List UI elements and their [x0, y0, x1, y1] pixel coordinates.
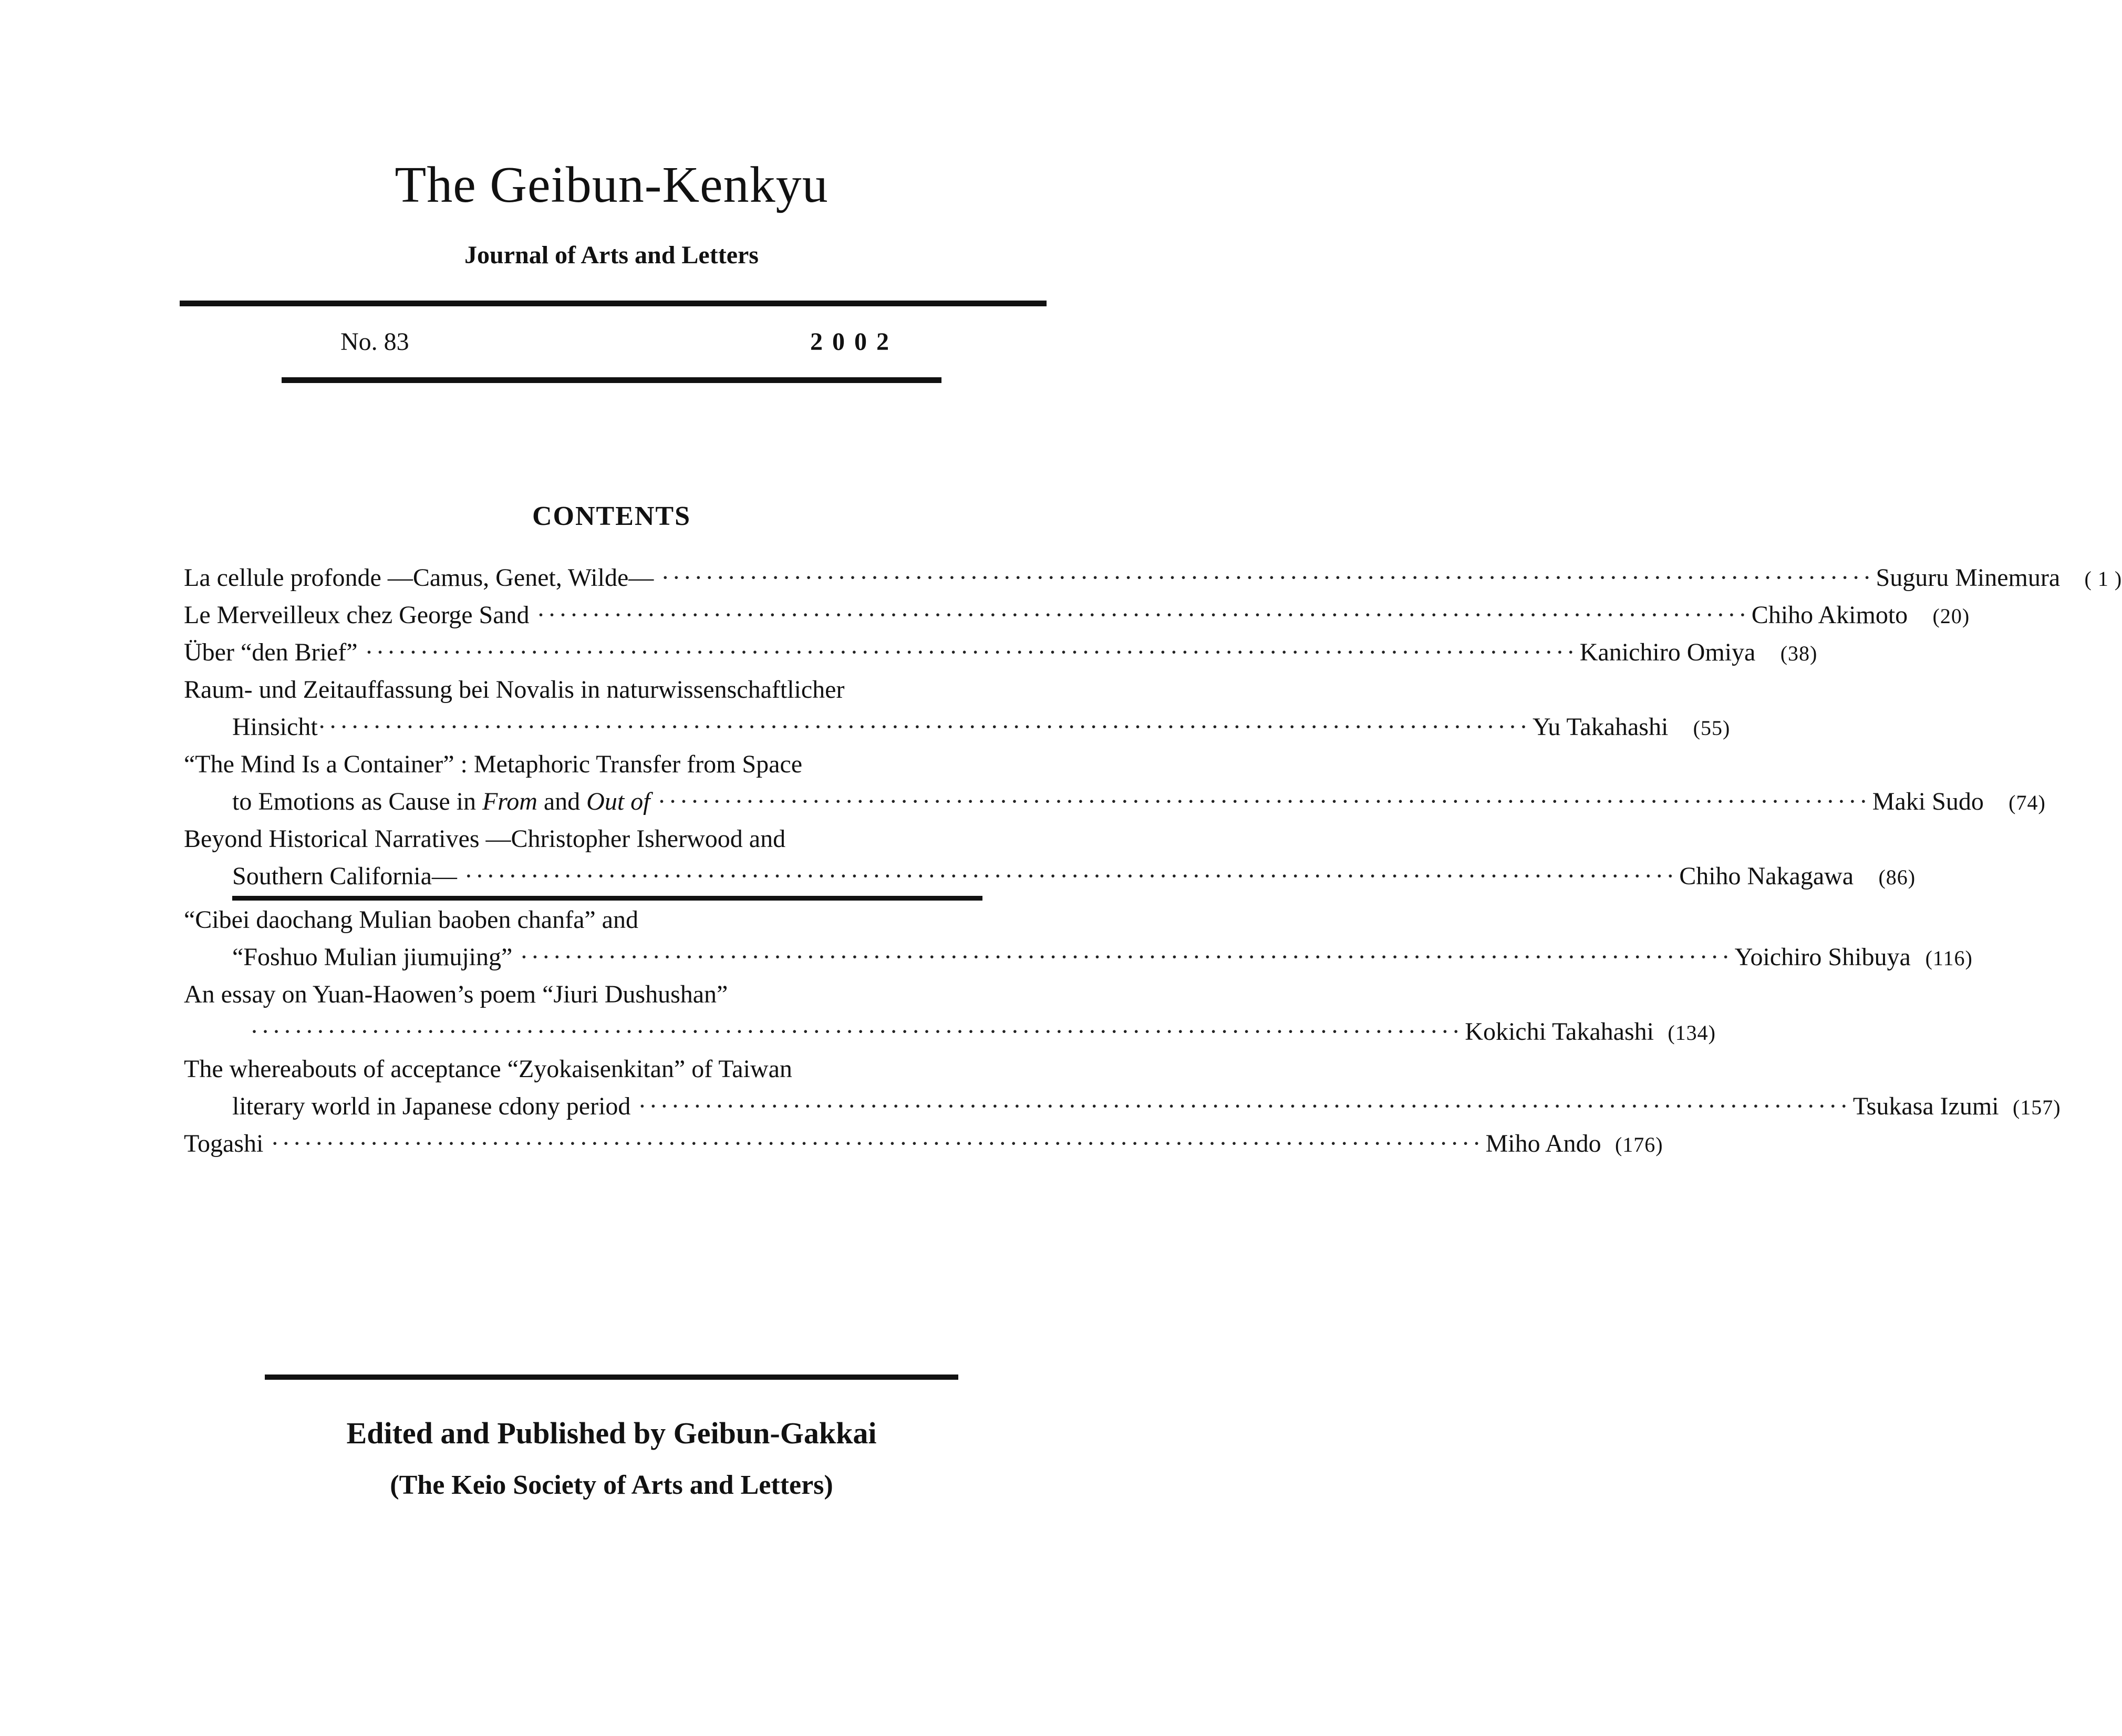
- dot-leader: ··············································································································: [250, 1018, 1463, 1046]
- toc-entry-title-line[interactable]: [184, 1050, 1046, 1088]
- entry-author: Maki Sudo: [1872, 788, 1984, 815]
- toc-entry[interactable]: [184, 634, 1818, 671]
- toc-entry[interactable]: [184, 596, 1970, 634]
- entry-author: Yu Takahashi: [1532, 713, 1669, 741]
- entry-title: “Cibei daochang Mulian baoben chanfa” and: [184, 906, 638, 934]
- dot-leader: ··············································································································: [365, 638, 1578, 666]
- toc-entry-title-line[interactable]: [184, 746, 1046, 783]
- entry-title: La cellule profonde —Camus, Genet, Wilde—: [184, 564, 654, 592]
- contents-heading: CONTENTS: [532, 501, 691, 531]
- entry-page: (86): [1878, 865, 1916, 889]
- entry-author: Tsukasa Izumi: [1852, 1092, 1999, 1120]
- publisher-line: Edited and Published by Geibun-Gakkai: [346, 1416, 877, 1450]
- entry-title-continued: [232, 783, 650, 820]
- entry-page: (134): [1668, 1021, 1716, 1045]
- entry-title-continued: Hinsicht: [232, 713, 318, 741]
- toc-entry[interactable]: [184, 938, 1973, 976]
- entry-title: Le Merveilleux chez George Sand: [184, 601, 530, 629]
- entry-page: (55): [1693, 716, 1731, 740]
- dot-leader: ··············································································································: [536, 601, 1750, 629]
- entry-page: (116): [1925, 946, 1973, 970]
- issue-year: 2002: [810, 328, 898, 356]
- header-rule: [282, 377, 941, 383]
- dot-leader: ··············································································································: [464, 862, 1678, 890]
- entry-author: Chiho Akimoto: [1751, 601, 1908, 629]
- entry-page: (74): [2009, 791, 2046, 814]
- toc-entry[interactable]: [184, 1125, 1663, 1162]
- toc-entry[interactable]: [184, 1088, 2061, 1125]
- toc-entry[interactable]: [184, 1013, 1716, 1050]
- toc-entry-title-line[interactable]: [184, 901, 1046, 938]
- toc-entry[interactable]: [184, 559, 2122, 596]
- toc-entry-title-line[interactable]: [184, 976, 1046, 1013]
- entry-author: Miho Ando: [1485, 1130, 1601, 1158]
- divider-bar: [232, 896, 982, 901]
- dot-leader: ··············································································································: [638, 1092, 1851, 1120]
- entry-title: Über “den Brief”: [184, 638, 358, 666]
- entry-title: Beyond Historical Narratives —Christopher Isherwood and: [184, 825, 786, 853]
- entry-author: Kanichiro Omiya: [1579, 638, 1756, 666]
- title-text: and: [537, 788, 587, 815]
- entry-title: Raum- und Zeitauffassung bei Novalis in naturwissenschaftlicher: [184, 676, 845, 704]
- entry-author: Kokichi Takahashi: [1465, 1018, 1654, 1046]
- footer-rule: [265, 1375, 958, 1380]
- dot-leader: ··············································································································: [317, 713, 1530, 741]
- entry-title: An essay on Yuan-Haowen’s poem “Jiuri Dushushan”: [184, 980, 728, 1008]
- entry-page: ( 1 ): [2084, 567, 2122, 591]
- top-rule: [180, 301, 1047, 306]
- toc-entry-title-line[interactable]: [184, 671, 1046, 708]
- toc-entry[interactable]: [184, 857, 1916, 895]
- entry-title-continued: Southern California—: [232, 862, 457, 890]
- entry-page: (176): [1614, 1133, 1663, 1156]
- entry-page: (157): [2012, 1096, 2061, 1119]
- title-italic-from: From: [482, 788, 537, 815]
- journal-subtitle: Journal of Arts and Letters: [464, 241, 759, 269]
- dot-leader: ··············································································································: [520, 943, 1733, 971]
- table-of-contents: [184, 559, 2122, 1162]
- dot-leader: ··············································································································: [657, 788, 1870, 815]
- section-divider: [184, 895, 1046, 901]
- toc-entry[interactable]: [184, 708, 1731, 746]
- dot-leader: ··············································································································: [661, 564, 1874, 592]
- entry-author: Chiho Nakagawa: [1679, 862, 1854, 890]
- dot-leader: ··············································································································: [271, 1130, 1484, 1158]
- society-name: (The Keio Society of Arts and Letters): [390, 1470, 833, 1500]
- entry-author: Suguru Minemura: [1876, 564, 2061, 592]
- entry-page: (20): [1932, 604, 1970, 628]
- issue-number: No. 83: [340, 328, 409, 356]
- entry-title: “The Mind Is a Container” : Metaphoric Transfer from Space: [184, 750, 803, 778]
- title-text: to Emotions as Cause in: [232, 788, 482, 815]
- title-italic-out-of: Out of: [586, 788, 650, 815]
- entry-title: Togashi: [184, 1130, 264, 1158]
- toc-entry-title-line[interactable]: [184, 820, 1046, 857]
- entry-title: The whereabouts of acceptance “Zyokaisenkitan” of Taiwan: [184, 1055, 792, 1083]
- entry-title-continued: literary world in Japanese cdony period: [232, 1092, 631, 1120]
- entry-author: Yoichiro Shibuya: [1734, 943, 1911, 971]
- entry-title-continued: “Foshuo Mulian jiumujing”: [232, 943, 513, 971]
- entry-page: (38): [1780, 642, 1818, 665]
- toc-entry[interactable]: [184, 783, 2046, 820]
- journal-title: The Geibun-Kenkyu: [395, 157, 829, 213]
